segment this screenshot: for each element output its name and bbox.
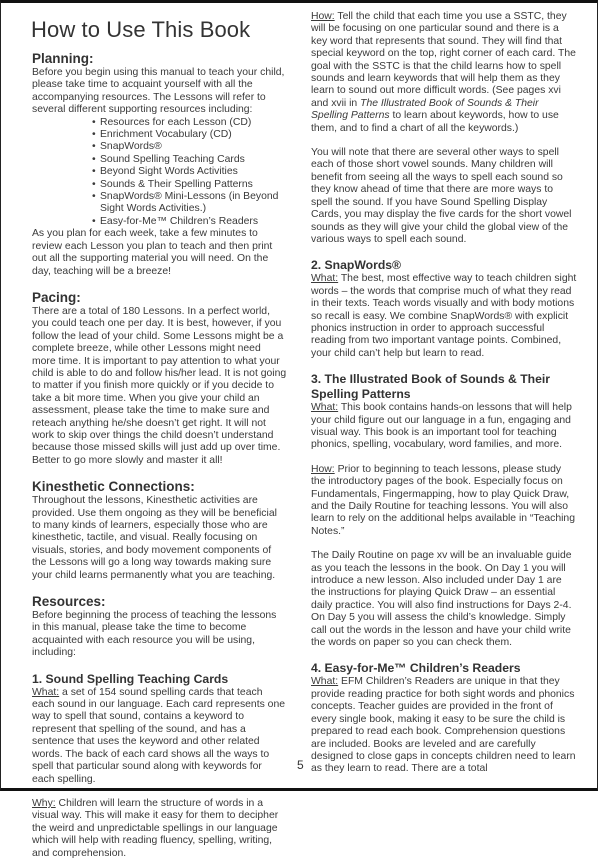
daily-routine-paragraph: The Daily Routine on page xv will be an invaluable guide as you teach the lessons in the book. On Day 1 you will introduce a new lesson. Also included under Day 1 are the instructions for playing Quick Draw – an essential daily practice. You will also find instructions for Days 2-4. On Day 5 you will assess the child’s knowledge. Simply call out the words in the lesson and have your child write the words on paper so you can check them. [311,550,572,649]
sstc-why: Why: Children will learn the structure of words in a visual way. This will make it easy for them to decipher the weird and unpredictable spellings in our language which will help with reading fluency, spelling, writing, and comprehension. [32,797,279,859]
what-label: What: [32,686,60,698]
page-title: How to Use This Book [31,17,251,42]
sstc-how-section [311,11,577,246]
resources-body: Before beginning the process of teaching the lessons in this manual, please take the time to become acquainted with each resource you will be using, including: [32,610,277,659]
list-item: • Easy-for-Me™ Children’s Readers [92,216,287,228]
sstc-section [32,672,287,860]
how-label: How: [311,11,335,22]
kinesthetic-section [32,479,287,582]
snapwords-what: What: The best, most effective way to teach children sight words – the words that comprise much of what they read in their texts. Teach words visually and with body motions so recall is easy. We combine SnapWords® with explicit phonics instruction in order to approach successful reading from two important vantage points. Combined, your child can’t help but learn to read. [311,273,577,359]
resource-list [32,117,287,229]
illustrated-what: What: This book contains hands-on lessons that will help your child figure out our language in a fun, engaging and visual way. This book is an important tool for teaching phonics, spelling, vocabulary, word families, and more. [311,402,572,451]
sstc-heading: 1. Sound Spelling Teaching Cards [32,671,229,686]
left-column [32,51,287,860]
sstc-how: How: Tell the child that each time you use a SSTC, they will be focusing on one particular sound and there is a key word that represents that sound. They will find that special keyword on the top, right corner of each card. The goal with the SSTC is that the child learns how to spell sounds and learn keywords that will help them as they learn to sound out more difficult words. (See pages xvi and xvii in The Illustrated Book of Sounds & Their Spelling Patterns to learn about keywords, how to use them, and to find a chart of all the keywords.) [311,11,576,134]
what-label: What: [311,273,339,285]
illustrated-book-section [311,372,577,649]
planning-section [32,51,287,278]
pacing-section [32,290,287,467]
efm-readers-section [311,661,577,775]
efm-what: What: EFM Children’s Readers are unique in that they provide reading practice for both sight words and phonics concepts. Teacher guides are provided in the front of every single book, making it easy to be sure the child is prepared to read each book. Comprehension questions are included. Books are leveled and are carefully designed to close gaps in concepts children need to learn as they learn to read. There are a total [311,676,576,775]
right-column [311,11,577,776]
planning-outro: As you plan for each week, take a few minutes to review each Lesson you plan to teach and then print out all the supporting material you will need. On the day, teaching will be a breeze! [32,228,273,277]
pacing-heading: Pacing: [32,289,81,305]
list-item: • Enrichment Vocabulary (CD) [92,129,287,141]
resources-heading: Resources: [32,594,106,610]
efm-heading: 4. Easy-for-Me™ Children’s Readers [311,661,521,676]
resources-section [32,594,287,660]
kinesthetic-heading: Kinesthetic Connections: [32,479,195,495]
illustrated-book-heading: 3. The Illustrated Book of Sounds & Their Spelling Patterns [311,372,551,402]
what-label: What: [311,402,339,414]
what-label: What: [311,676,339,688]
illustrated-how: How: Prior to beginning to teach lessons, please study the introductory pages of the book. Especially focus on Fundamentals, Fingermapping, how to play Quick Draw, and the Daily Routine for teaching lessons. You will also learn to rely on the additional helps available in “Teaching Notes.” [311,463,575,537]
list-item: • SnapWords® Mini-Lessons (in Beyond Sight Words Activities.) [92,191,287,216]
list-item: • Sounds & Their Spelling Patterns [92,179,287,191]
planning-intro: Before you begin using this manual to teach your child, please take time to acquaint yourself with all the accompanying resources. The Lessons will refer to several different supporting resources including: [32,67,285,116]
page-number: 5 [297,758,304,772]
why-label: Why: [32,797,56,809]
list-item: • Sound Spelling Teaching Cards [92,154,287,166]
list-item: • Beyond Sight Words Activities [92,166,287,178]
how-label: How: [311,463,335,475]
list-item: • Resources for each Lesson (CD) [92,117,287,129]
sstc-what: What: a set of 154 sound spelling cards that teach each sound in our language. Each card represents one way to spell that sound, contains a keyword to represent that spelling of the sound, and has a sentence that uses the keyword and other related words. The back of each card shows all the ways to spell that particular sound along with keywords for each spelling. [32,686,286,785]
planning-heading: Planning: [32,51,94,66]
vowels-paragraph: You will note that there are several other ways to spell each of those short vowel sounds. Many children will benefit from seeing all the ways to spell each sound so they know ahead of time that there are more ways to spell the sound. If you have Sound Spelling Display Cards, you may display the five cards for the short vowel sounds as they will give your child the global view of the various ways to spell each sound. [311,147,572,245]
kinesthetic-body: Throughout the lessons, Kinesthetic activities are provided. Use them ongoing as they will be beneficial to many kinds of learners, especially those who are kinesthetic, tactile, and visual. Really focusing on visuals, stories, and body movement components of the Lessons will go a long way towards making sure your child learns permanently what you are teaching. [32,495,277,581]
snapwords-section [311,258,577,360]
snapwords-heading: 2. SnapWords® [311,258,402,273]
list-item: • SnapWords® [92,141,287,153]
book-title-italic: The Illustrated Book of Sounds & Their Spelling Patterns [311,97,539,122]
pacing-body: There are a total of 180 Lessons. In a perfect world, you could teach one per day. It is best, however, if you follow the lead of your child. Some Lessons might be a complete breeze, while other Lessons might need more time. It is important to pay attention to what your child is able to do and follow his/her lead. It is not going to matter if you finish more quickly or if you decide to take a bit more time. When you give your child an assessment, please take the time to make sure and reteach anything he/she doesn’t get right. It will not work to skip over things the child doesn’t understand because those missed skills will just add up over time. Better to go more slowly and master it all! [32,305,287,466]
